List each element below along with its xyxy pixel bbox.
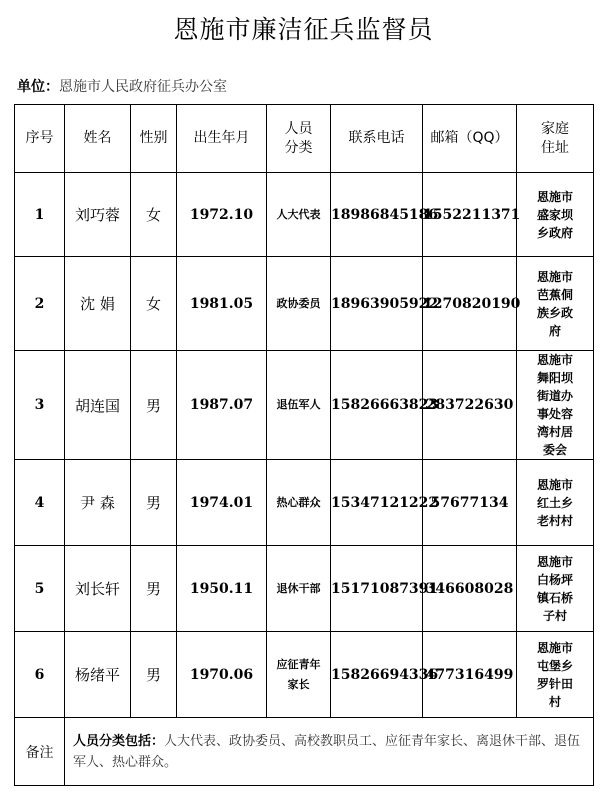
cell-phone: 18963905922 <box>331 257 423 351</box>
cell-address: 恩施市 屯堡乡 罗针田 村 <box>517 632 594 718</box>
cell-qq: 1552211371 <box>423 173 517 257</box>
page-title: 恩施市廉洁征兵监督员 <box>173 15 434 44</box>
note-row <box>15 718 594 786</box>
header-row <box>15 105 594 173</box>
cell-qq: 283722630 <box>423 351 517 460</box>
cell-name: 杨绪平 <box>65 632 131 718</box>
cell-qq: 57677134 <box>423 460 517 546</box>
header-no: 序号 <box>15 105 65 173</box>
header-birth: 出生年月 <box>177 105 267 173</box>
cell-no: 4 <box>15 460 65 546</box>
table-row <box>15 351 594 460</box>
cell-birth: 1950.11 <box>177 546 267 632</box>
cell-gender: 女 <box>131 173 177 257</box>
table-row <box>15 460 594 546</box>
unit-value: 恩施市人民政府征兵办公室 <box>59 79 227 95</box>
header-address: 家庭 住址 <box>517 105 594 173</box>
supervisor-table <box>14 104 594 786</box>
header-qq: 邮箱（QQ） <box>423 105 517 173</box>
cell-phone: 15171087391 <box>331 546 423 632</box>
table-row <box>15 546 594 632</box>
header-phone: 联系电话 <box>331 105 423 173</box>
cell-no: 2 <box>15 257 65 351</box>
cell-address: 恩施市 盛家坝 乡政府 <box>517 173 594 257</box>
cell-gender: 女 <box>131 257 177 351</box>
cell-name: 刘巧蓉 <box>65 173 131 257</box>
cell-phone: 15826663823 <box>331 351 423 460</box>
cell-birth: 1981.05 <box>177 257 267 351</box>
cell-gender: 男 <box>131 632 177 718</box>
cell-category: 退伍军人 <box>267 351 331 460</box>
cell-qq: 477316499 <box>423 632 517 718</box>
cell-birth: 1974.01 <box>177 460 267 546</box>
cell-address: 恩施市 红土乡 老村村 <box>517 460 594 546</box>
cell-phone: 18986845186 <box>331 173 423 257</box>
note-content <box>65 718 594 786</box>
cell-birth: 1987.07 <box>177 351 267 460</box>
note-lead: 人员分类包括： <box>73 733 165 749</box>
cell-birth: 1970.06 <box>177 632 267 718</box>
cell-category: 热心群众 <box>267 460 331 546</box>
header-gender: 性别 <box>131 105 177 173</box>
cell-no: 3 <box>15 351 65 460</box>
cell-gender: 男 <box>131 546 177 632</box>
header-category: 人员 分类 <box>267 105 331 173</box>
cell-name: 沈 娟 <box>65 257 131 351</box>
cell-no: 6 <box>15 632 65 718</box>
cell-category: 政协委员 <box>267 257 331 351</box>
table-row <box>15 632 594 718</box>
table-row <box>15 257 594 351</box>
cell-no: 5 <box>15 546 65 632</box>
cell-gender: 男 <box>131 460 177 546</box>
cell-birth: 1972.10 <box>177 173 267 257</box>
cell-gender: 男 <box>131 351 177 460</box>
cell-name: 胡连国 <box>65 351 131 460</box>
cell-address: 恩施市 白杨坪 镇石桥 子村 <box>517 546 594 632</box>
note-text: 人大代表、政协委员、高校教职员工、应征青年家长、离退休干部、退伍军人、热心群众。 <box>73 733 581 770</box>
cell-address: 恩施市 舞阳坝 街道办 事处容 湾村居 委会 <box>517 351 594 460</box>
cell-name: 尹 森 <box>65 460 131 546</box>
table-row <box>15 173 594 257</box>
unit-line <box>17 76 227 96</box>
header-name: 姓名 <box>65 105 131 173</box>
cell-category: 人大代表 <box>267 173 331 257</box>
cell-no: 1 <box>15 173 65 257</box>
cell-phone: 15347121222 <box>331 460 423 546</box>
cell-phone: 15826694336 <box>331 632 423 718</box>
unit-label: 单位： <box>17 79 59 95</box>
cell-address: 恩施市 芭蕉侗 族乡政 府 <box>517 257 594 351</box>
cell-qq: 346608028 <box>423 546 517 632</box>
cell-category: 退休干部 <box>267 546 331 632</box>
cell-category: 应征青年 家长 <box>267 632 331 718</box>
note-label: 备注 <box>15 718 65 786</box>
cell-name: 刘长轩 <box>65 546 131 632</box>
cell-qq: 1270820190 <box>423 257 517 351</box>
